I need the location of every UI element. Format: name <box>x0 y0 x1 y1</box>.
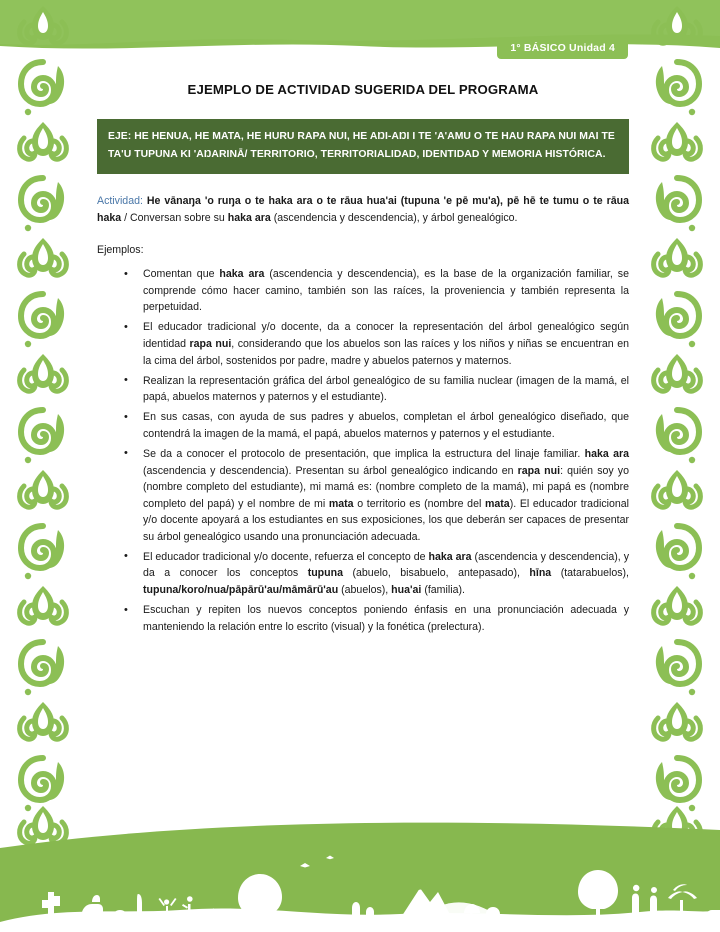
examples-list <box>97 266 629 635</box>
list-item-text: : quién soy yo (nombre completo del estudiante), mi mamá es: (nombre completo de la mamá), mi papá es (nombre completo del papá) y el nombre de mi <box>143 464 629 510</box>
list-item-text: (ascendencia y descendencia). Presentan su árbol genealógico indicando en <box>143 464 518 477</box>
term-emphasis: tupuna <box>307 567 343 580</box>
list-item <box>120 446 629 545</box>
term-emphasis: mata <box>328 497 354 510</box>
list-item-text: Se da a conocer el protocolo de presentación, que implica la estructura del linaje familiar. <box>143 447 585 460</box>
left-ornament-border <box>14 0 72 932</box>
document-content <box>97 82 629 639</box>
activity-text-middle: / Conversan sobre su <box>121 211 228 224</box>
activity-text-bold-2: haka ara <box>227 211 271 224</box>
list-item-text: (abuelos), <box>338 584 392 597</box>
list-item-text: (tatarabuelos), <box>551 567 630 580</box>
examples-label: Ejemplos: <box>97 244 144 257</box>
header-band <box>0 0 720 72</box>
activity-label: Actividad: <box>97 194 143 207</box>
term-emphasis: hua'ai <box>391 584 422 597</box>
list-item <box>120 602 629 635</box>
list-item-text: Escuchan y repiten los nuevos conceptos poniendo énfasis en una pronunciación adecuada y manteniendo la relación entre lo escrito (visual) y la fonética (prelectura). <box>143 604 629 633</box>
term-emphasis: haka ara <box>428 550 472 563</box>
list-item <box>120 549 629 599</box>
right-ornament-border <box>648 0 706 932</box>
activity-text-end: (ascendencia y descendencia), y árbol genealógico. <box>270 211 518 224</box>
list-item-text: o territorio es (nombre del <box>353 497 485 510</box>
term-emphasis: hīna <box>529 567 552 580</box>
activity-text-bold-1: He vānaŋa 'o ruŋa o te haka ara o te rāua hua'ai (tupuna 'e pē mu'a), pē hē te tumu o te rāua haka <box>97 194 629 224</box>
term-emphasis: haka ara <box>219 268 265 281</box>
list-item <box>120 319 629 369</box>
list-item-text: Realizan la representación gráfica del árbol genealógico de su familia nuclear (imagen de la mamá, el papá, abuelos maternos y paternos y el estudiante). <box>143 374 629 404</box>
list-item-text: (abuelo, bisabuelo, antepasado), <box>343 567 530 580</box>
term-emphasis: haka ara <box>584 447 630 460</box>
term-emphasis: rapa nui <box>189 337 232 350</box>
list-item-text: El educador tradicional y/o docente, refuerza el concepto de <box>143 550 429 563</box>
page-title: EJEMPLO DE ACTIVIDAD SUGERIDA DEL PROGRAMA <box>187 82 539 97</box>
eje-banner: EJE: HE HENUA, HE MATA, HE HURU RAPA NUI, HE AŊI-AŊI I TE 'A'AMU O TE HAU RAPA NUI MAI TE TA'U TUPUNA KI 'AŊARINĀ/ TERRITORIO, TERRITORIALIDAD, IDENTIDAD Y MEMORIA HISTÓRICA. <box>97 119 629 174</box>
list-item <box>120 373 629 406</box>
unit-badge: 1° BÁSICO Unidad 4 <box>497 38 628 59</box>
list-item-text: (familia). <box>421 584 465 597</box>
list-item-text: (ascendencia y descendencia), y da a conocer los conceptos <box>143 550 629 580</box>
list-item-text: El educador tradicional y/o docente, da a conocer la representación del árbol genealógico según identidad <box>143 321 629 350</box>
list-item-text: En sus casas, con ayuda de sus padres y abuelos, completan el árbol genealógico diseñado, que contendrá la imagen de la mamá, el papá, abuelos maternos y paternos y el estudiante. <box>143 411 629 440</box>
list-item <box>120 266 629 316</box>
list-item-text: Comentan que <box>143 268 220 281</box>
list-item-text: (ascendencia y descendencia), es la base de la organización familiar, se comprende cómo hacer camino, también son las raíces, la proveniencia y también representa la perpetuidad. <box>143 268 629 314</box>
activity-paragraph <box>97 193 629 226</box>
bottom-landscape-illustration <box>0 814 720 932</box>
list-item-text: ). El educador tradicional y/o docente apoyará a los estudiantes en sus exposiciones, los que deberán ser capaces de presentar su árbol genealógico usando una pronunciación adecuada. <box>143 497 629 543</box>
term-emphasis: mata <box>484 497 510 510</box>
term-emphasis: tupuna/koro/nua/pāpārū'au/māmārū'au <box>143 584 339 597</box>
list-item <box>120 409 629 442</box>
term-emphasis: rapa nui <box>517 464 561 477</box>
list-item-text: , considerando que los abuelos son las raíces y los niños y niñas se encuentran en la cima del árbol, sostenidos por padre, madre y abuelos paternos y maternos. <box>143 337 629 367</box>
